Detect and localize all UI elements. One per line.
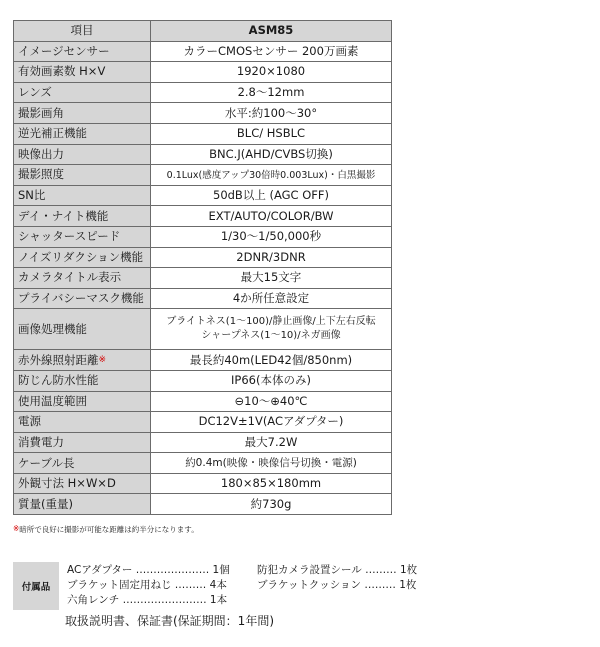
spec-row	[14, 165, 392, 186]
accessory-item: 防犯カメラ設置シール ……… 1枚	[257, 564, 418, 576]
spec-key: カメラタイトル表示	[14, 268, 151, 289]
spec-value: 約730g	[151, 494, 392, 515]
accessories-label: 付属品	[13, 562, 59, 610]
spec-row	[14, 82, 392, 103]
spec-value: BNC.J(AHD/CVBS切換)	[151, 144, 392, 165]
spec-header-row	[14, 21, 392, 42]
spec-header-model: ASM85	[151, 21, 392, 42]
footnote-mark: ※	[13, 524, 20, 533]
spec-row	[14, 268, 392, 289]
spec-key: SN比	[14, 185, 151, 206]
spec-value: 180×85×180mm	[151, 473, 392, 494]
spec-key: 外観寸法 H×W×D	[14, 473, 151, 494]
spec-key: 電源	[14, 412, 151, 433]
spec-key: デイ・ナイト機能	[14, 206, 151, 227]
footnote-text: 暗所で良好に撮影が可能な距離は約半分になります。	[19, 525, 199, 534]
spec-value: 2DNR/3DNR	[151, 247, 392, 268]
spec-key: 逆光補正機能	[14, 123, 151, 144]
spec-row	[14, 123, 392, 144]
spec-value: 約0.4m(映像・映像信号切換・電源)	[185, 457, 357, 470]
spec-value: カラーCMOSセンサー 200万画素	[151, 41, 392, 62]
spec-value-line: ブライトネス(1～100)/静止画像/上下左右反転	[166, 316, 376, 328]
accessory-item: ACアダプター ………………… 1個	[67, 564, 230, 576]
spec-value: 4か所任意設定	[151, 288, 392, 309]
spec-value: 水平:約100～30°	[151, 103, 392, 124]
spec-value: IP66(本体のみ)	[151, 370, 392, 391]
accessory-item: ブラケット固定用ねじ ……… 4本	[67, 579, 227, 591]
spec-value: DC12V±1V(ACアダプター)	[151, 412, 392, 433]
spec-key: レンズ	[14, 82, 151, 103]
spec-value: 最長約40m(LED42個/850nm)	[151, 350, 392, 371]
spec-row	[14, 370, 392, 391]
spec-key: イメージセンサー	[14, 41, 151, 62]
spec-key: ケーブル長	[14, 453, 151, 474]
spec-row	[14, 206, 392, 227]
spec-key: 赤外線照射距離	[18, 352, 99, 367]
spec-key: 消費電力	[14, 432, 151, 453]
spec-row	[14, 391, 392, 412]
spec-row	[14, 41, 392, 62]
spec-row	[14, 144, 392, 165]
spec-key: 撮影画角	[14, 103, 151, 124]
spec-key: 質量(重量)	[14, 494, 151, 515]
spec-value: 最大7.2W	[151, 432, 392, 453]
spec-key: シャッタースピード	[14, 226, 151, 247]
spec-table	[13, 20, 392, 515]
accessories-block	[13, 562, 443, 610]
spec-value: EXT/AUTO/COLOR/BW	[151, 206, 392, 227]
spec-row	[14, 247, 392, 268]
accessory-item: ブラケットクッション ……… 1枚	[257, 579, 417, 591]
spec-row	[14, 62, 392, 83]
spec-row	[14, 185, 392, 206]
spec-row	[14, 309, 392, 350]
spec-value: 0.1Lux(感度アップ30倍時0.003Lux)・白黒撮影	[166, 169, 376, 181]
spec-row	[14, 453, 392, 474]
spec-value: 最大15文字	[151, 268, 392, 289]
spec-value: BLC/ HSBLC	[151, 123, 392, 144]
spec-value: ⊖10～⊕40℃	[151, 391, 392, 412]
spec-row	[14, 103, 392, 124]
spec-row	[14, 473, 392, 494]
spec-value: 50dB以上 (AGC OFF)	[151, 185, 392, 206]
spec-key: 防じん防水性能	[14, 370, 151, 391]
spec-row	[14, 288, 392, 309]
spec-row	[14, 494, 392, 515]
spec-key: 画像処理機能	[14, 309, 151, 350]
spec-value: 1920×1080	[151, 62, 392, 83]
spec-value: 2.8～12mm	[151, 82, 392, 103]
spec-key: 使用温度範囲	[14, 391, 151, 412]
spec-key: 撮影照度	[14, 165, 151, 186]
spec-row	[14, 350, 392, 371]
spec-header-key: 項目	[14, 21, 151, 42]
spec-key: 有効画素数 H×V	[14, 62, 151, 83]
spec-row	[14, 412, 392, 433]
accessories-documents: 取扱説明書、保証書(保証期間：1年間)	[65, 614, 274, 628]
spec-value: 1/30～1/50,000秒	[151, 226, 392, 247]
spec-key: ノイズリダクション機能	[14, 247, 151, 268]
spec-row	[14, 226, 392, 247]
footnote-mark: ※	[98, 354, 107, 365]
spec-key: プライバシーマスク機能	[14, 288, 151, 309]
footnote	[13, 524, 199, 535]
spec-row	[14, 432, 392, 453]
spec-value-line: シャープネス(1～10)/ネガ画像	[201, 330, 341, 342]
accessory-item: 六角レンチ …………………… 1本	[67, 594, 228, 606]
spec-key: 映像出力	[14, 144, 151, 165]
